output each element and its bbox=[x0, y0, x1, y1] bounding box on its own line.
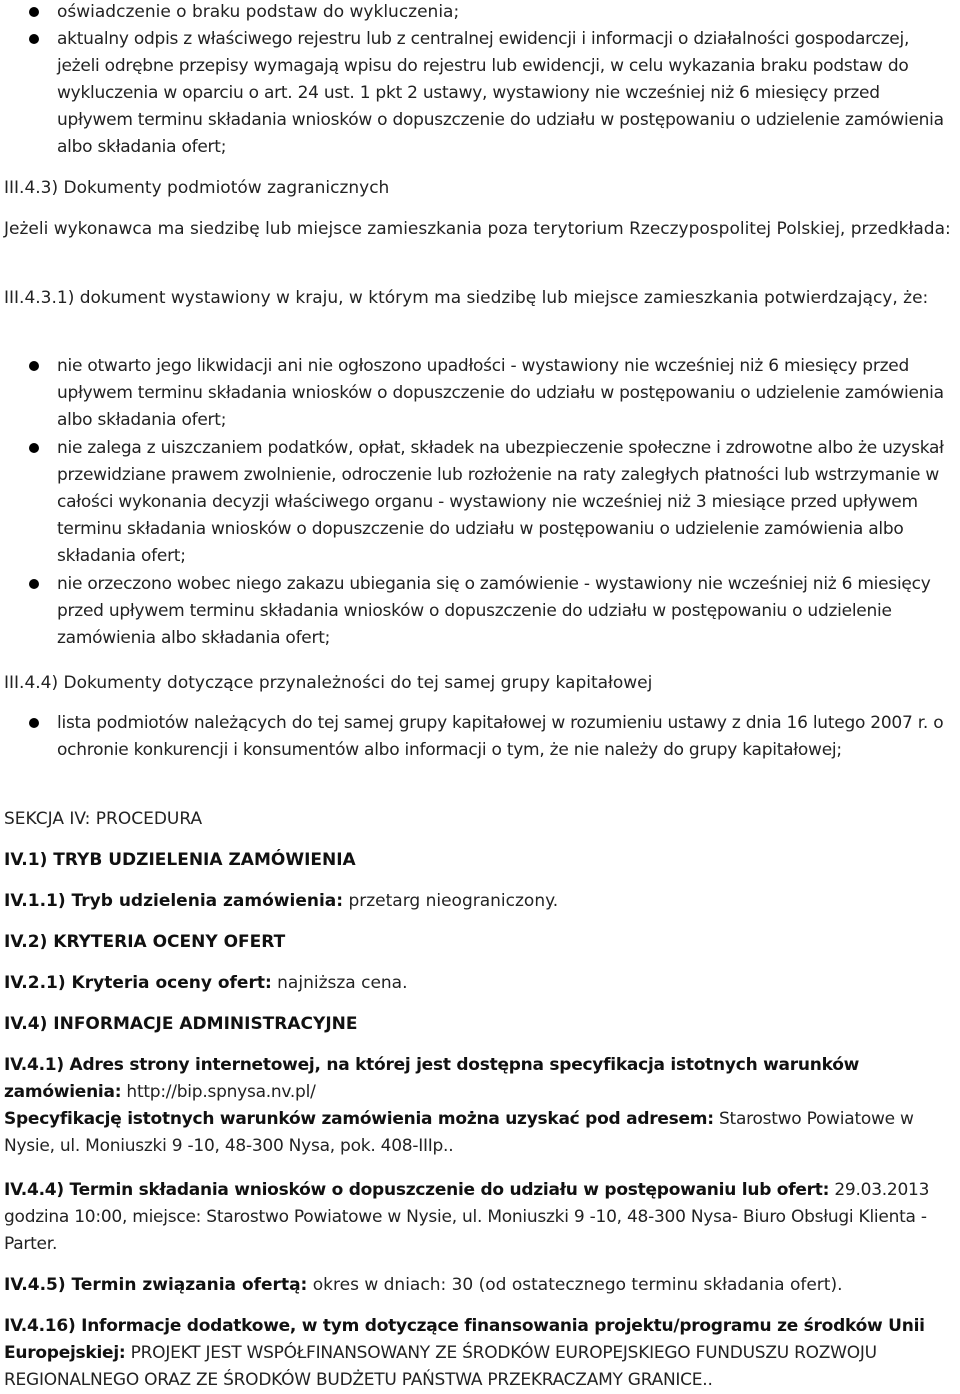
field-IV-4-4 bbox=[4, 1177, 954, 1258]
field-label: IV.1.1) Tryb udzielenia zamówienia: bbox=[4, 891, 344, 911]
bullet-marker bbox=[29, 34, 39, 44]
field-label: IV.4.16) Informacje dodatkowe, w tym dotyczące finansowania projektu/programu ze środków Unii Europejskiej: bbox=[4, 1316, 925, 1363]
paragraph-foreign-entities: Jeżeli wykonawca ma siedzibę lub miejsce zamieszkania poza terytorium Rzeczypospolitej Polskiej, przedkłada: bbox=[4, 219, 951, 239]
bullet-marker bbox=[29, 443, 39, 453]
field-value: http://bip.spnysa.nv.pl/ bbox=[121, 1082, 316, 1102]
field-value: Starostwo Powiatowe w Nysie, ul. Moniuszki 9 -10, 48-300 Nysa, pok. 408-IIIp.. bbox=[4, 1109, 914, 1156]
heading-IV-4: IV.4) INFORMACJE ADMINISTRACYJNE bbox=[4, 1014, 358, 1034]
list-item: oświadczenie o braku podstaw do wykluczenia; bbox=[57, 2, 460, 22]
field-label: IV.4.5) Termin związania ofertą: bbox=[4, 1275, 308, 1295]
field-value: okres w dniach: 30 (od ostatecznego terminu składania ofert). bbox=[307, 1275, 843, 1295]
heading-IV-2: IV.2) KRYTERIA OCENY OFERT bbox=[4, 932, 286, 952]
section-title-IV: SEKCJA IV: PROCEDURA bbox=[4, 809, 203, 829]
field-siwz-address bbox=[4, 1106, 954, 1160]
list-item: nie otwarto jego likwidacji ani nie ogłoszono upadłości - wystawiony nie wcześniej niż 6 miesięcy przed upływem terminu składania wniosków o dopuszczenie do udziału w postępowaniu o udzielenie zamówienia albo składania ofert; bbox=[57, 356, 944, 430]
list-item: nie orzeczono wobec niego zakazu ubiegania się o zamówienie - wystawiony nie wcześniej niż 6 miesięcy przed upływem terminu składania wniosków o dopuszczenie do udziału w postępowaniu o udzielenie zamówienia albo składania ofert; bbox=[57, 574, 931, 648]
field-IV-4-16 bbox=[4, 1313, 954, 1394]
field-value: najniższa cena. bbox=[271, 973, 408, 993]
field-value: przetarg nieograniczony. bbox=[343, 891, 559, 911]
field-IV-4-5 bbox=[4, 1272, 954, 1299]
bullet-marker bbox=[29, 718, 39, 728]
field-IV-2-1 bbox=[4, 970, 954, 997]
field-label: IV.2.1) Kryteria oceny ofert: bbox=[4, 973, 272, 993]
section-heading-III-4-3: III.4.3) Dokumenty podmiotów zagranicznych bbox=[4, 178, 390, 198]
bullet-marker bbox=[29, 579, 39, 589]
field-value: PROJEKT JEST WSPÓŁFINANSOWANY ZE ŚRODKÓW EUROPEJSKIEGO FUNDUSZU ROZWOJU REGIONALNEGO ORAZ ZE ŚRODKÓW BUDŻETU PAŃSTWA PRZEKRACZAMY GRANICE.. bbox=[4, 1343, 877, 1390]
field-label: IV.4.1) Adres strony internetowej, na której jest dostępna specyfikacja istotnych warunków zamówienia: bbox=[4, 1055, 860, 1102]
paragraph-III-4-3-1: III.4.3.1) dokument wystawiony w kraju, w którym ma siedzibę lub miejsce zamieszkania potwierdzający, że: bbox=[4, 288, 929, 308]
bullet-marker bbox=[29, 7, 39, 17]
field-value: 29.03.2013 godzina 10:00, miejsce: Starostwo Powiatowe w Nysie, ul. Moniuszki 9 -10, 48-300 Nysa- Biuro Obsługi Klienta - Parter. bbox=[4, 1180, 930, 1254]
list-item: lista podmiotów należących do tej samej grupy kapitałowej w rozumieniu ustawy z dnia 16 lutego 2007 r. o ochronie konkurencji i konsumentów albo informacji o tym, że nie należy do grupy kapitałowej; bbox=[57, 713, 944, 760]
field-IV-4-1 bbox=[4, 1052, 954, 1106]
heading-IV-1: IV.1) TRYB UDZIELENIA ZAMÓWIENIA bbox=[4, 850, 356, 870]
section-heading-III-4-4: III.4.4) Dokumenty dotyczące przynależności do tej samej grupy kapitałowej bbox=[4, 673, 653, 693]
list-item: nie zalega z uiszczaniem podatków, opłat, składek na ubezpieczenie społeczne i zdrowotne albo że uzyskał przewidziane prawem zwolnienie, odroczenie lub rozłożenie na raty zaległych płatności lub wstrzymanie w całości wykonania decyzji właściwego organu - wystawiony nie wcześniej niż 3 miesiące przed upływem terminu składania wniosków o dopuszczenie do udziału w postępowaniu o udzielenie zamówienia albo składania ofert; bbox=[57, 438, 944, 566]
field-label: IV.4.4) Termin składania wniosków o dopuszczenie do udziału w postępowaniu lub ofert: bbox=[4, 1180, 830, 1200]
bullet-marker bbox=[29, 361, 39, 371]
field-label: Specyfikację istotnych warunków zamówienia można uzyskać pod adresem: bbox=[4, 1109, 714, 1129]
list-item: aktualny odpis z właściwego rejestru lub z centralnej ewidencji i informacji o działalności gospodarczej, jeżeli odrębne przepisy wymagają wpisu do rejestru lub ewidencji, w celu wykazania braku podstaw do wykluczenia w oparciu o art. 24 ust. 1 pkt 2 ustawy, wystawiony nie wcześniej niż 6 miesięcy przed upływem terminu składania wniosków o dopuszczenie do udziału w postępowaniu o udzielenie zamówienia albo składania ofert; bbox=[57, 29, 944, 157]
field-IV-1-1 bbox=[4, 888, 954, 915]
